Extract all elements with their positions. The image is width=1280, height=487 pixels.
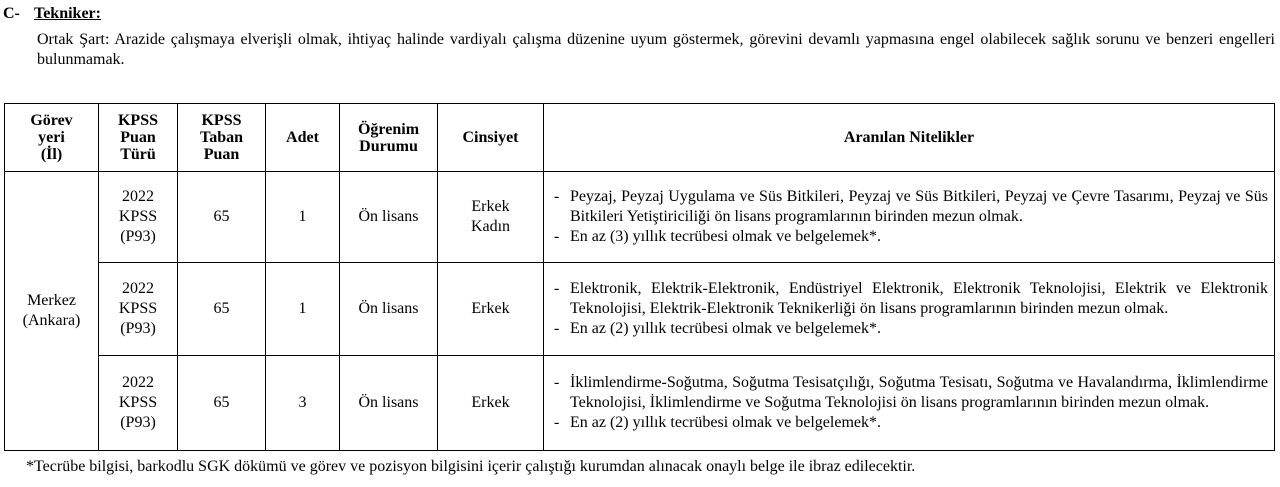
score-type-cell: 2022 KPSS (P93) xyxy=(99,263,178,356)
base-score-cell: 65 xyxy=(178,172,266,263)
table-row xyxy=(5,356,1275,451)
common-requirement: Ortak Şart: Arazide çalışmaya elverişli olmak, ihtiyaç halinde vardiyalı çalışma düzenine uyum göstermek, görevini devamlı yapmasına engel olabilecek sağlık sorunu ve benzeri engelleri bulunmamak. xyxy=(37,31,1275,68)
qualification-item: - Peyzaj, Peyzaj Uygulama ve Süs Bitkileri, Peyzaj ve Süs Bitkileri, Peyzaj ve Çevre Tasarımı, Peyzaj ve Süs Bitkileri Yetiştiriciliği ön lisans programlarının birinden mezun olmak. xyxy=(554,188,1268,225)
count-cell: 1 xyxy=(266,172,340,263)
education-cell: Ön lisans xyxy=(340,172,438,263)
table-row xyxy=(5,172,1275,263)
header-gender: Cinsiyet xyxy=(438,104,544,172)
location-cell: Merkez (Ankara) xyxy=(5,172,99,451)
header-score-type: KPSS Puan Türü xyxy=(99,104,178,172)
header-location: Görev yeri (İl) xyxy=(5,104,99,172)
section-heading xyxy=(3,4,101,24)
positions-table xyxy=(4,103,1275,451)
count-cell: 1 xyxy=(266,263,340,356)
gender-cell: Erkek xyxy=(438,263,544,356)
qualification-item: - İklimlendirme-Soğutma, Soğutma Tesisatçılığı, Soğutma Tesisatı, Soğutma ve Havalandırma, İklimlendirme Teknolojisi, İklimlendirme ve Soğutma Teknolojisi ön lisans programlarının birinden mezun olmak. xyxy=(554,374,1268,411)
qualification-item: - En az (2) yıllık tecrübesi olmak ve belgelemek*. xyxy=(554,320,881,337)
table-row xyxy=(5,263,1275,356)
header-base-score: KPSS Taban Puan xyxy=(178,104,266,172)
header-count: Adet xyxy=(266,104,340,172)
education-cell: Ön lisans xyxy=(340,263,438,356)
qualifications-cell xyxy=(544,172,1275,263)
qualifications-cell xyxy=(544,263,1275,356)
base-score-cell: 65 xyxy=(178,356,266,451)
header-qualifications: Aranılan Nitelikler xyxy=(544,104,1275,172)
score-type-cell: 2022 KPSS (P93) xyxy=(99,356,178,451)
footnote: *Tecrübe bilgisi, barkodlu SGK dökümü ve görev ve pozisyon bilgisini içerir çalıştığı kurumdan alınacak onaylı belge ile ibraz edilecektir. xyxy=(26,458,916,475)
section-number: C- xyxy=(3,5,20,22)
qualifications-cell xyxy=(544,356,1275,451)
score-type-cell: 2022 KPSS (P93) xyxy=(99,172,178,263)
qualification-item: - En az (2) yıllık tecrübesi olmak ve belgelemek*. xyxy=(554,414,881,431)
header-education: Öğrenim Durumu xyxy=(340,104,438,172)
qualification-item: - En az (3) yıllık tecrübesi olmak ve belgelemek*. xyxy=(554,228,881,245)
gender-cell: Erkek xyxy=(438,356,544,451)
header-row xyxy=(5,104,1275,172)
gender-cell: Erkek Kadın xyxy=(438,172,544,263)
education-cell: Ön lisans xyxy=(340,356,438,451)
section-title: Tekniker: xyxy=(34,5,101,22)
count-cell: 3 xyxy=(266,356,340,451)
base-score-cell: 65 xyxy=(178,263,266,356)
qualification-item: - Elektronik, Elektrik-Elektronik, Endüstriyel Elektronik, Elektronik Teknolojisi, Elektrik ve Elektronik Teknolojisi, Elektrik-Elektronik Teknikerliği ön lisans programlarının birinden mezun olmak. xyxy=(554,280,1268,317)
